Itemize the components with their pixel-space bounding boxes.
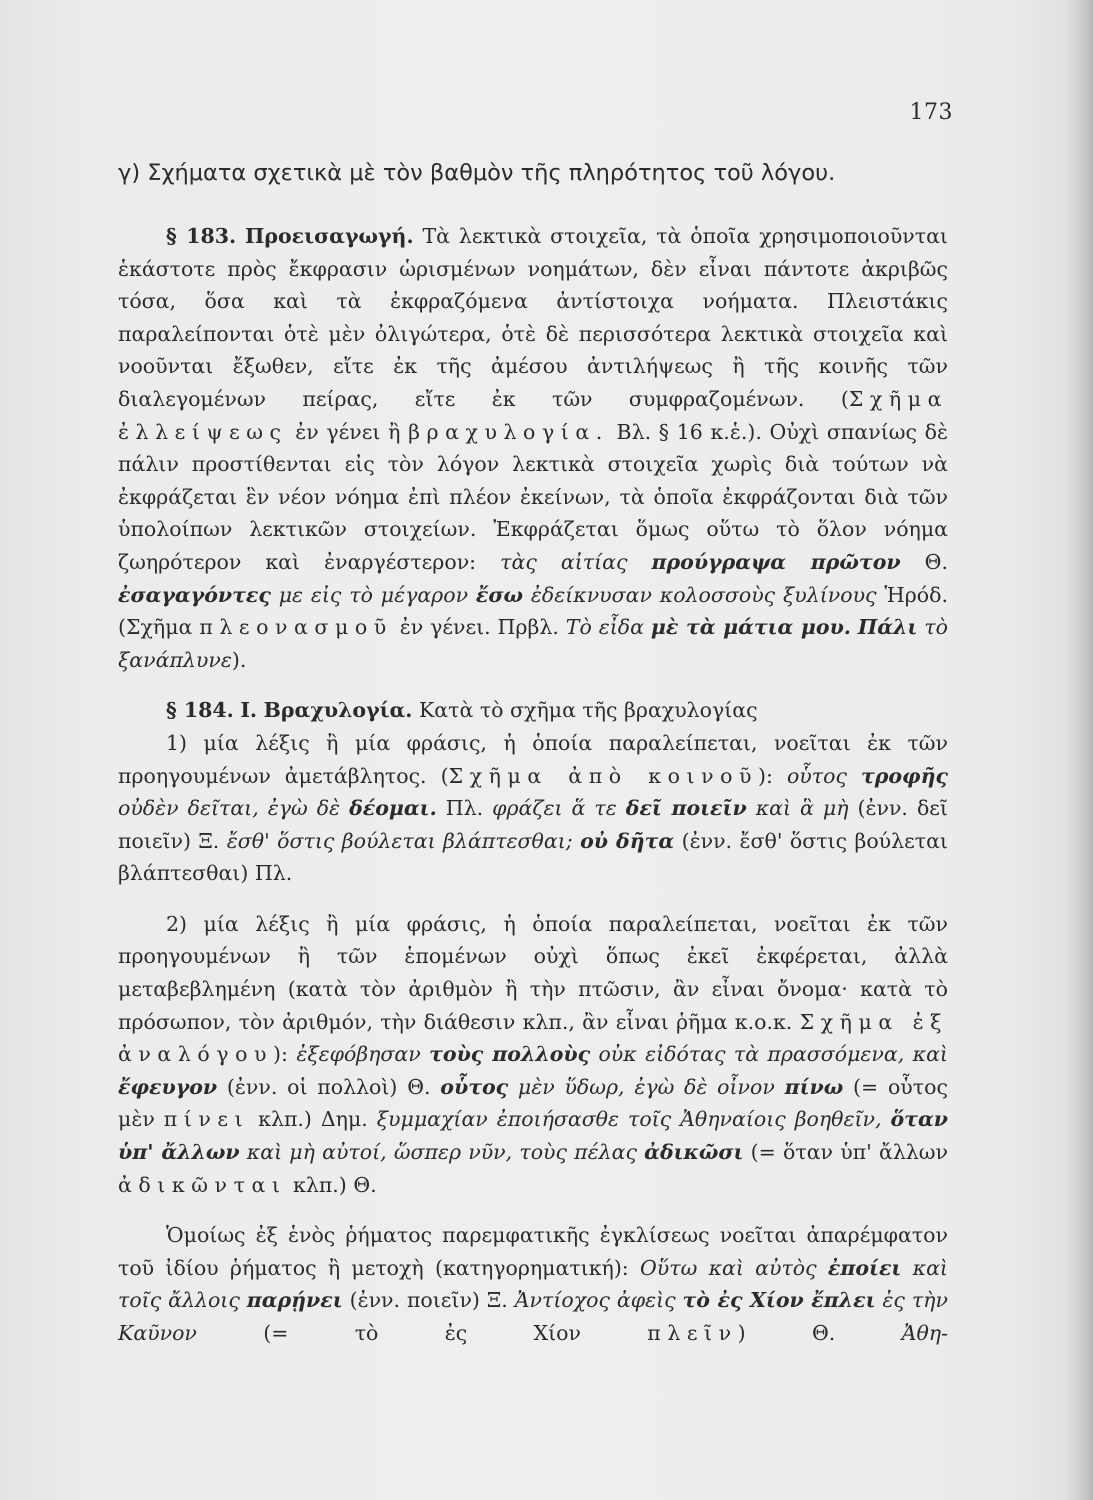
section-title-183: Προεισαγωγή. bbox=[245, 224, 414, 248]
page-edge-shadow bbox=[1067, 0, 1093, 1500]
body-text bbox=[118, 220, 948, 1350]
paragraph-184-item-2: 2) μία λέξις ἢ μία φράσις, ἡ ὁποία παραλείπεται, νοεῖται ἐκ τῶν προηγουμένων ἢ τῶν ἑπομένων οὐχὶ ὅπως ἐκεῖ ἐκφέρεται, ἀλλὰ μεταβεβλημένη (κατὰ τὸν ἀριθμὸν ἢ τὴν πτῶσιν, ἂν εἶναι ὄνομα· κατὰ τὸ πρόσωπον, τὸν ἀριθμόν, τὴν διάθεσιν κλπ., ἂν εἶναι ῥῆμα κ.ο.κ. Σχῆμα ἐξ ἀναλόγου): ἐξεφόβησαν τοὺς πολλοὺς οὐκ εἰδότας τὰ πρασσόμενα, καὶ ἔφευγον (ἐνν. οἱ πολλοὶ) Θ. οὗτος μὲν ὕδωρ, ἐγὼ δὲ οἶνον πίνω (= οὗτος μὲν πίνει κλπ.) Δημ. ξυμμαχίαν ἐποιήσασθε τοῖς Ἀθηναίοις βοηθεῖν, ὅταν ὑπ' ἄλλων καὶ μὴ αὐτοί, ὥσπερ νῦν, τοὺς πέλας ἀδικῶσι (= ὅταν ὑπ' ἄλλων ἀδικῶνται κλπ.) Θ. bbox=[118, 911, 948, 1197]
paragraph-184-intro: § 184. Ι. Βραχυλογία. Κατὰ τὸ σχῆμα τῆς βραχυλογίας bbox=[166, 698, 758, 723]
section-title-184: Βραχυλογία. bbox=[263, 698, 413, 723]
paragraph-184-item-1: 1) μία λέξις ἢ μία φράσις, ἡ ὁποία παραλείπεται, νοεῖται ἐκ τῶν προηγουμένων ἀμετάβλητος. (Σχῆμα ἀπὸ κοινοῦ): οὗτος τροφῆς οὐδὲν δεῖται, ἐγὼ δὲ δέομαι. Πλ. φράζει ἅ τε δεῖ ποιεῖν καὶ ἃ μὴ (ἐνν. δεῖ ποιεῖν) Ξ. ἔσθ' ὅστις βούλεται βλάπτεσθαι; οὐ δῆτα (ἐνν. ἔσθ' ὅστις βούλεται βλάπτεσθαι) Πλ. bbox=[118, 730, 948, 886]
section-sign-183: § 183. bbox=[166, 224, 237, 248]
page-number: 173 bbox=[909, 100, 953, 125]
paragraph-183: § 183. Προεισαγωγή. Τὰ λεκτικὰ στοιχεῖα, τὰ ὁποῖα χρησιμοποιοῦνται ἑκάστοτε πρὸς ἔκφρασιν ὡρισμένων νοημάτων, δὲν εἶναι πάντοτε ἀκριβῶς τόσα, ὅσα καὶ τὰ ἐκφραζόμενα ἀντίστοιχα νοήματα. Πλειστάκις παραλείπονται ὁτὲ μὲν ὀλιγώτερα, ὁτὲ δὲ περισσότερα λεκτικὰ στοιχεῖα καὶ νοοῦνται ἔξωθεν, εἴτε ἐκ τῆς ἀμέσου ἀντιλήψεως ἢ τῆς κοινῆς τῶν διαλεγομένων πείρας, εἴτε ἐκ τῶν συμφραζομένων. (Σχῆμα ἐλλείψεως ἐν γένει ἢ βραχυλογία. Βλ. § 16 κ.ἑ.). Οὐχὶ σπανίως δὲ πάλιν προστίθενται εἰς τὸν λόγον λεκτικὰ στοιχεῖα χωρὶς διὰ τούτων νὰ ἐκφράζεται ἓν νέον νόημα ἐπὶ πλέον ἐκείνων, τὰ ὁποῖα ἐκφράζονται διὰ τῶν ὑπολοίπων λεκτικῶν στοιχείων. Ἐκφράζεται ὅμως οὕτω τὸ ὅλον νόημα ζωηρότερον καὶ ἐναργέστερον: τὰς αἰτίας προύγραψα πρῶτον Θ. ἐσαγαγόντες με εἰς τὸ μέγαρον ἔσω ἐδείκνυσαν κολοσσοὺς ξυλίνους Ἡρόδ. (Σχῆμα πλεονασμοῦ ἐν γένει. Πρβλ. Τὸ εἶδα μὲ τὰ μάτια μου. Πάλι τὸ ξανάπλυνε). bbox=[118, 224, 948, 672]
section-sign-184: § 184. bbox=[166, 698, 234, 723]
paragraph-184-similarly: Ὁμοίως ἐξ ἑνὸς ῥήματος παρεμφατικῆς ἐγκλίσεως νοεῖται ἀπαρέμφατον τοῦ ἰδίου ῥήματος ἢ μετοχὴ (κατηγορηματική): Οὕτω καὶ αὐτὸς ἐποίει καὶ τοῖς ἄλλοις παρῄνει (ἐνν. ποιεῖν) Ξ. Ἀντίοχος ἀφεὶς τὸ ἐς Χίον ἔπλει ἐς τὴν Καῦνον (= τὸ ἐς Χίον πλεῖν) Θ. Ἀθη- bbox=[118, 1223, 948, 1345]
section-heading: γ) Σχήματα σχετικὰ μὲ τὸν βαθμὸν τῆς πληρότητος τοῦ λόγου. bbox=[118, 160, 836, 186]
